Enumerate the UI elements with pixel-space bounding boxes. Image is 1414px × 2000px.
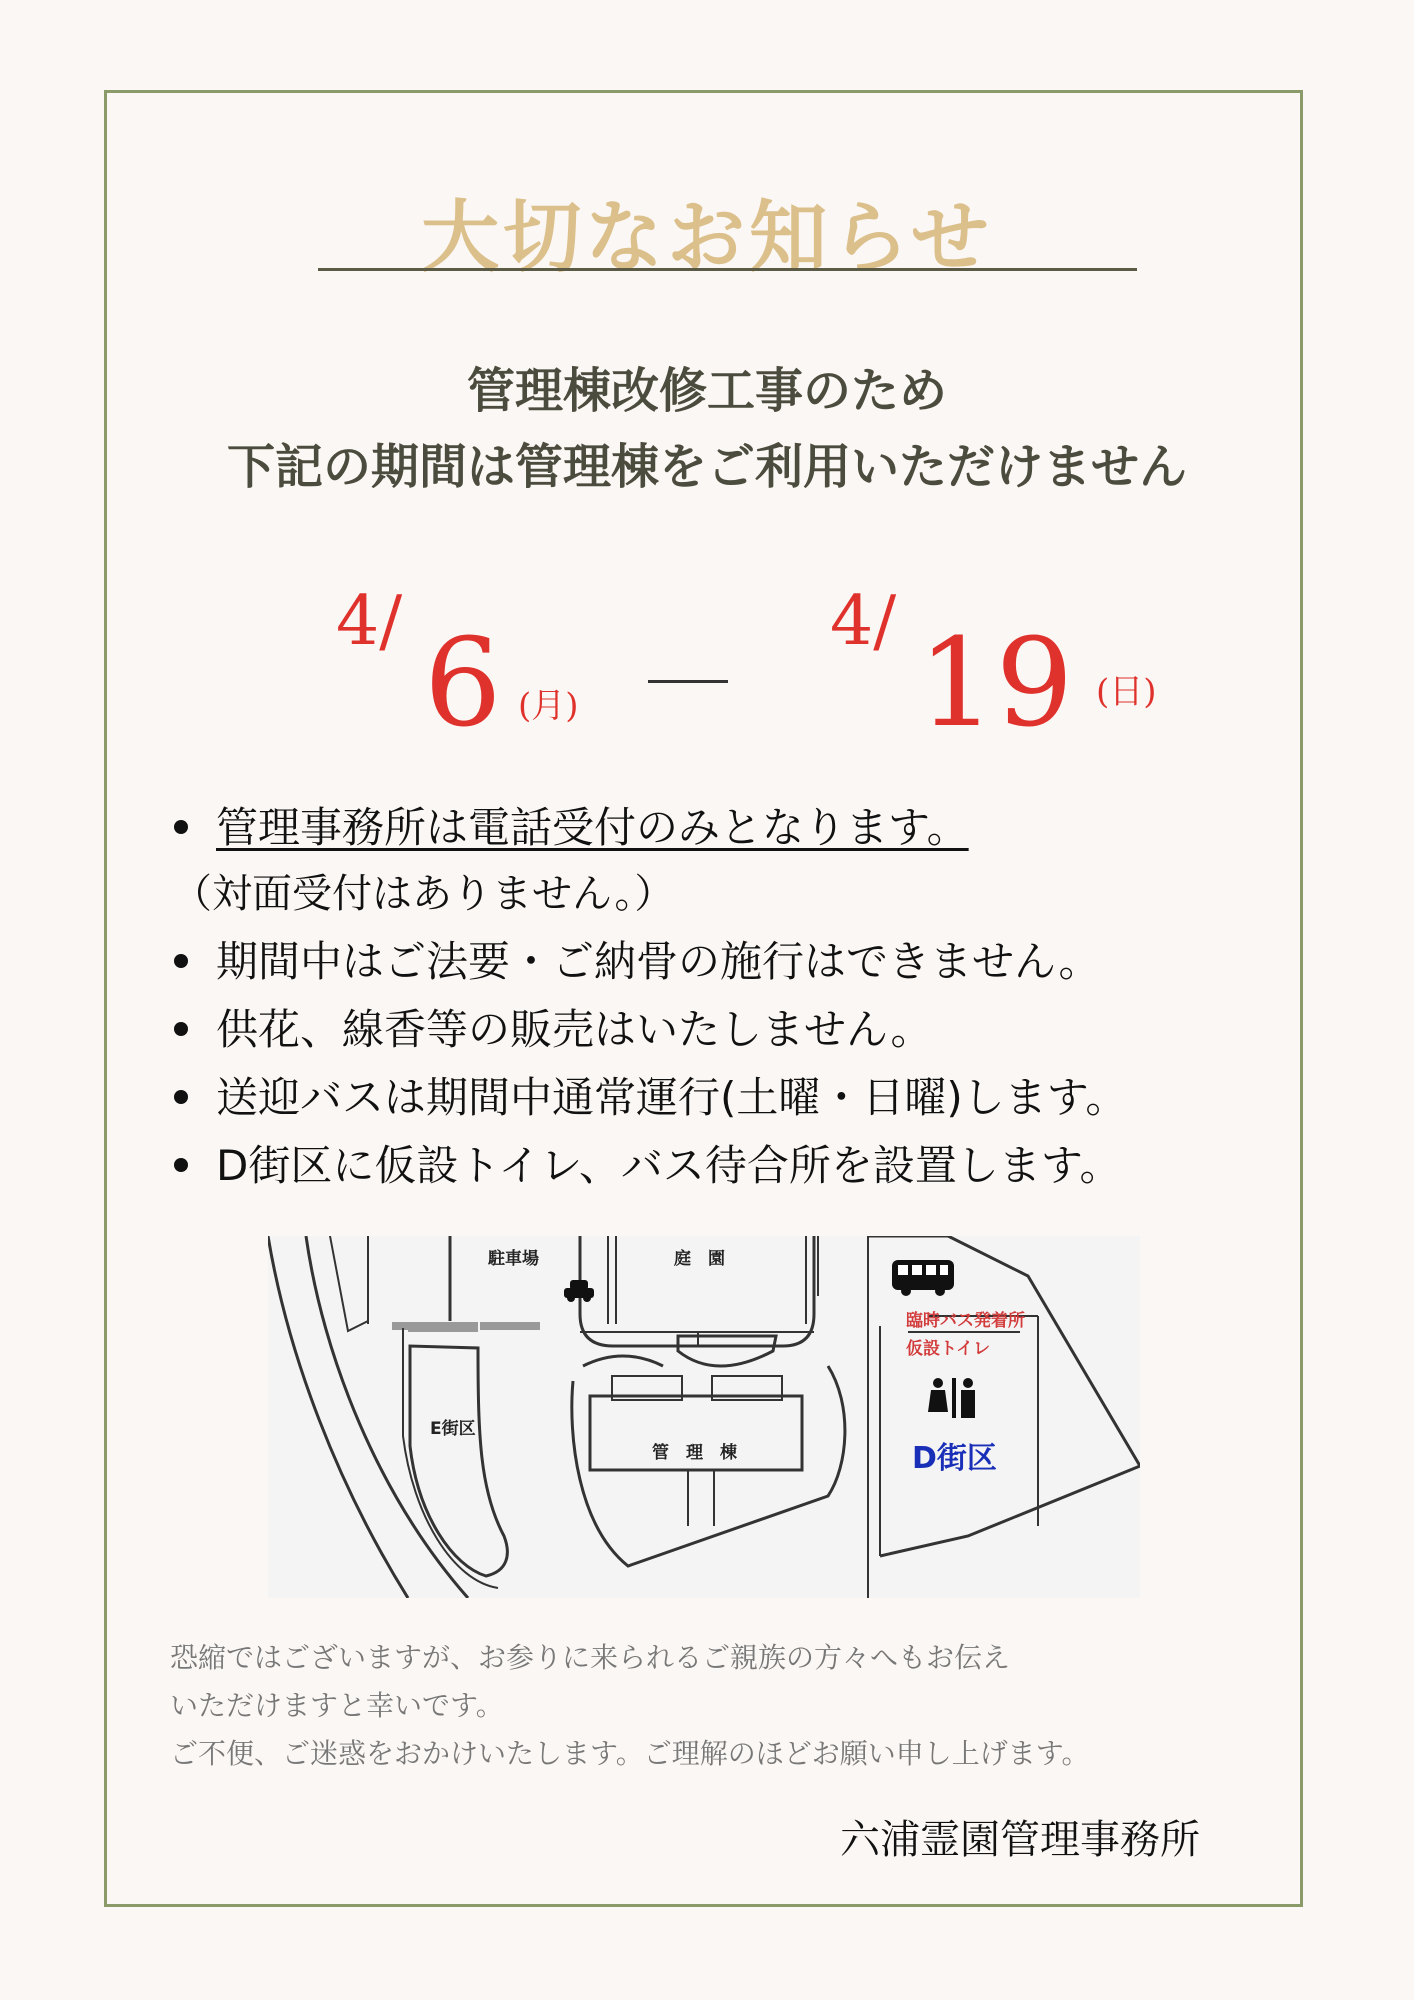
bullet-icon bbox=[174, 1022, 188, 1036]
list-item-text: 管理事務所は電話受付のみとなります。 bbox=[216, 803, 969, 852]
subtitle-line-2: 下記の期間は管理棟をご利用いただけません bbox=[226, 439, 1187, 495]
map-label-parking: 駐車場 bbox=[488, 1249, 539, 1269]
period-dash bbox=[648, 680, 728, 683]
site-map bbox=[268, 1236, 1140, 1598]
footer-line-2: いただけますと幸いです。 bbox=[170, 1689, 504, 1722]
map-label-block-d: D街区 bbox=[912, 1441, 997, 1476]
start-day: 6 bbox=[424, 612, 502, 754]
end-day: 19 bbox=[918, 612, 1074, 754]
map-background bbox=[268, 1236, 1140, 1598]
bullet-icon bbox=[174, 1158, 188, 1172]
site-map-svg bbox=[268, 1236, 1140, 1598]
list-item-note: （対面受付はありません。） bbox=[172, 871, 675, 917]
start-month: 4/ bbox=[336, 582, 403, 661]
list-item-text: D街区に仮設トイレ、バス待合所を設置します。 bbox=[216, 1141, 1122, 1190]
footer-line-1: 恐縮ではございますが、お参りに来られるご親族の方々へもお伝え bbox=[170, 1641, 1011, 1674]
end-month: 4/ bbox=[830, 582, 897, 661]
end-weekday: (日) bbox=[1096, 672, 1157, 712]
list-item bbox=[174, 795, 969, 855]
list-item bbox=[174, 997, 933, 1057]
list-item-text: 供花、線香等の販売はいたしません。 bbox=[216, 1005, 933, 1054]
list-item bbox=[174, 1133, 1122, 1193]
map-label-toilet: 仮設トイレ bbox=[906, 1339, 991, 1359]
bullet-icon bbox=[174, 954, 188, 968]
map-label-admin: 管 理 棟 bbox=[652, 1443, 737, 1463]
subtitle-line-1: 管理棟改修工事のため bbox=[466, 363, 947, 419]
map-hatch bbox=[480, 1322, 540, 1330]
list-item bbox=[174, 929, 1101, 989]
list-item-text: 期間中はご法要・ご納骨の施行はできません。 bbox=[216, 937, 1101, 986]
list-item bbox=[174, 1065, 1127, 1125]
map-label-garden: 庭 園 bbox=[674, 1249, 725, 1269]
notice-title: 大切なお知らせ bbox=[421, 193, 993, 283]
map-label-block-e: E街区 bbox=[430, 1419, 476, 1439]
bullet-icon bbox=[174, 820, 188, 834]
office-name: 六浦霊園管理事務所 bbox=[840, 1817, 1200, 1863]
list-item-text: 送迎バスは期間中通常運行(土曜・日曜)します。 bbox=[216, 1073, 1128, 1122]
start-weekday: (月) bbox=[518, 686, 579, 726]
map-hatch bbox=[408, 1322, 478, 1332]
title-underline bbox=[318, 268, 1137, 271]
bullet-icon bbox=[174, 1090, 188, 1104]
footer-line-3: ご不便、ご迷惑をおかけいたします。ご理解のほどお願い申し上げます。 bbox=[170, 1737, 1090, 1770]
map-label-bus-stop: 臨時バス発着所 bbox=[906, 1311, 1025, 1331]
